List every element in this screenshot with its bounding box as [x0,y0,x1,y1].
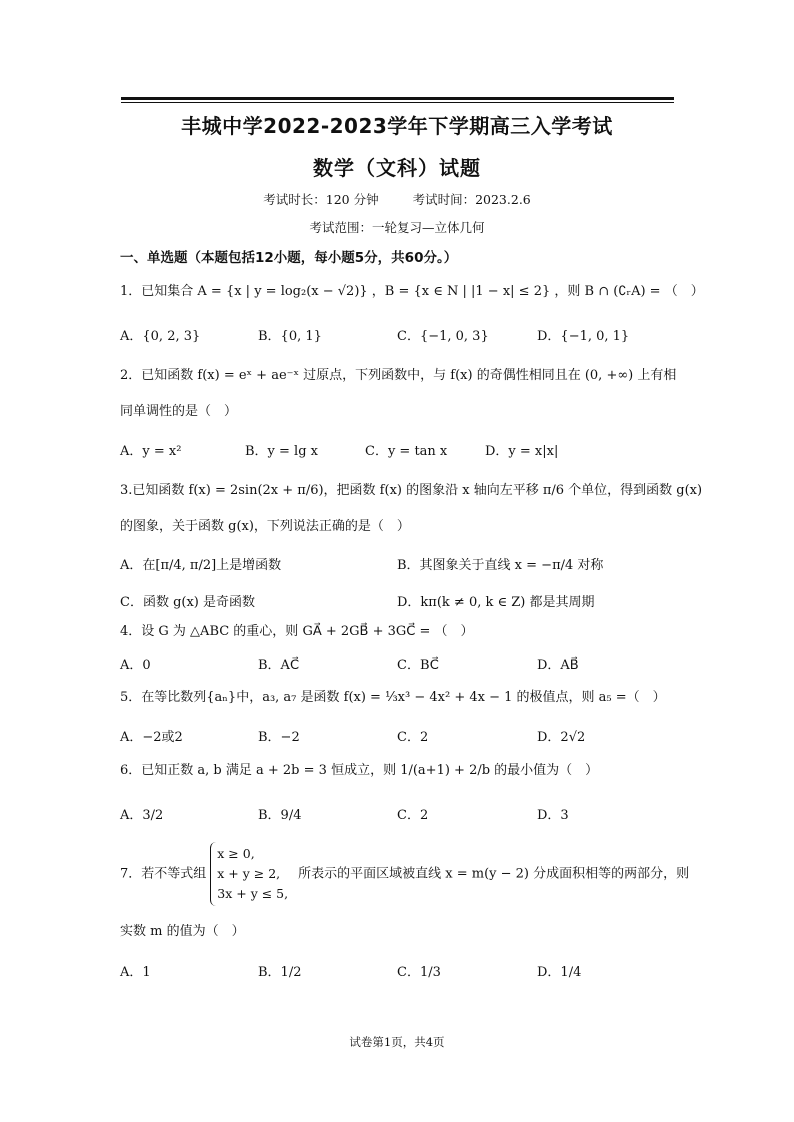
question-3-option-b: B．其图象关于直线 x = −π/4 对称 [397,558,604,573]
exam-subtitle: 数学（文科）试题 [313,156,481,180]
question-7-stem-cont: 实数 m 的值为（ ） [120,924,245,939]
question-6-option-c: C．2 [397,808,429,823]
question-3-stem: 3.已知函数 f(x) = 2sin(2x + π/6)，把函数 f(x) 的图象沿 x 轴向左平移 π/6 个单位，得到函数 g(x) [120,483,703,498]
question-5-option-c: C．2 [397,730,429,745]
page-footer: 试卷第1页，共4页 [349,1035,445,1049]
question-2-option-d: D．y = x|x| [485,444,559,459]
question-1-stem: 1．已知集合 A = {x | y = log₂(x − √2)} ，B = {x ∈ N | |1 − x| ≤ 2} ，则 B ∩ (∁ᵣA) = （ ） [120,284,704,299]
inequality-line-3: 3x + y ≤ 5, [217,886,289,901]
exam-scope: 考试范围：一轮复习—立体几何 [309,220,485,235]
question-1-option-a: A．{0, 2, 3} [120,329,201,344]
inequality-line-1: x ≥ 0, [217,846,255,861]
header-rule-thick [121,97,674,100]
question-7-stem-post: 所表示的平面区域被直线 x = m(y − 2) 分成面积相等的两部分，则 [298,866,690,882]
question-6-option-b: B．9/4 [258,808,302,823]
question-3-option-c: C．函数 g(x) 是奇函数 [120,595,256,610]
question-2-option-a: A．y = x² [120,444,182,459]
question-7-option-c: C．1/3 [397,965,441,980]
question-1-option-d: D．{−1, 0, 1} [537,329,630,344]
exam-title: 丰城中学2022-2023学年下学期高三入学考试 [181,114,613,138]
question-3-option-a: A．在[π/4, π/2]上是增函数 [120,558,282,573]
question-4-option-b: B．AC⃗ [258,658,300,673]
question-3-option-d: D．kπ(k ≠ 0, k ∈ Z) 都是其周期 [397,595,595,610]
question-3-stem-cont: 的图象，关于函数 g(x)，下列说法正确的是（ ） [120,519,410,534]
question-6-option-a: A．3/2 [120,808,164,823]
question-4-option-d: D．AB⃗ [537,658,579,673]
question-7-option-d: D．1/4 [537,965,582,980]
exam-meta-line [0,190,794,208]
question-6-stem: 6．已知正数 a, b 满足 a + 2b = 3 恒成立，则 1/(a+1) + 2/b 的最小值为（ ） [120,763,599,778]
question-5-option-a: A．−2或2 [120,730,183,745]
question-6-option-d: D．3 [537,808,569,823]
question-7-stem-pre: 7．若不等式组 [120,866,207,882]
question-1-option-c: C．{−1, 0, 3} [397,329,489,344]
exam-time: 考试时间：2023.2.6 [412,192,531,207]
question-2-stem: 2．已知函数 f(x) = eˣ + ae⁻ˣ 过原点，下列函数中，与 f(x) 的奇偶性相同且在 (0, +∞) 上有相 [120,368,677,383]
section-heading: 一、单选题（本题包括12小题，每小题5分，共60分。） [120,250,458,266]
question-5-option-d: D．2√2 [537,730,586,745]
question-5-option-b: B．−2 [258,730,300,745]
question-4-stem: 4．设 G 为 △ABC 的重心，则 GA⃗ + 2GB⃗ + 3GC⃗ = （ ） [120,624,474,639]
question-1-option-b: B．{0, 1} [258,329,322,344]
question-4-option-c: C．BC⃗ [397,658,439,673]
exam-duration: 考试时长：120 分钟 [263,192,379,207]
question-7-option-b: B．1/2 [258,965,302,980]
inequality-system [210,842,294,906]
question-7-option-a: A．1 [120,965,151,980]
question-2-option-b: B．y = lg x [245,444,318,459]
question-7-stem [120,842,690,906]
question-5-stem: 5．在等比数列{aₙ}中，a₃, a₇ 是函数 f(x) = ⅓x³ − 4x² + 4x − 1 的极值点，则 a₅ =（ ） [120,690,666,705]
question-2-option-c: C．y = tan x [365,444,448,459]
question-2-stem-cont: 同单调性的是（ ） [120,404,238,419]
question-4-option-a: A．0 [120,658,151,673]
inequality-line-2: x + y ≥ 2, [217,866,281,881]
header-rule-thin [121,102,674,103]
